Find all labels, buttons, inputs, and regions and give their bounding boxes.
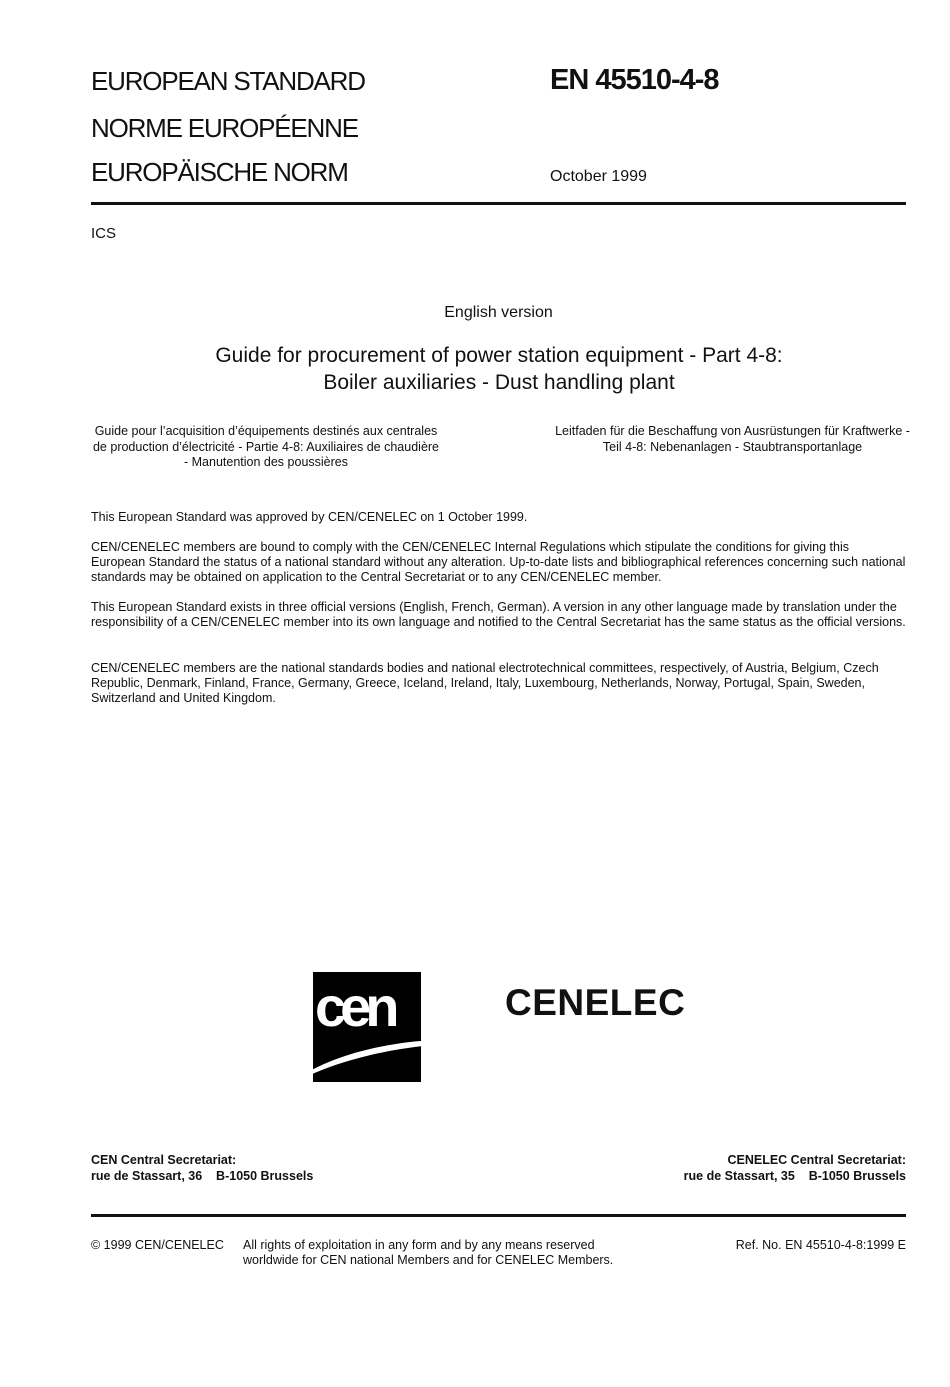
german-title: Leitfaden für die Beschaffung von Ausrüstungen für Kraftwerke - Teil 4-8: Nebenanlagen - Staubtransportanlage [555, 424, 910, 454]
reference-number: Ref. No. EN 45510-4-8:1999 E [735, 1238, 906, 1252]
document-number: EN 45510-4-8 [550, 64, 719, 96]
copyright-notice: © 1999 CEN/CENELEC [91, 1238, 224, 1252]
standard-title-french: NORME EUROPÉENNE [91, 113, 358, 143]
header-divider [91, 202, 906, 205]
approval-paragraph: This European Standard was approved by CEN/CENELEC on 1 October 1999. [91, 510, 528, 524]
compliance-paragraph: CEN/CENELEC members are bound to comply with the CEN/CENELEC Internal Regulations which stipulate the conditions for giving this European Standard the status of a national standard without any alteration. Up-to-date lists and bibliographical references concerning such national standards may be obtained on application to the Central Secretariat or to any CEN/CENELEC member. [91, 540, 906, 585]
cenelec-secretariat-address: rue de Stassart, 35 B-1050 Brussels [683, 1169, 906, 1183]
rights-statement: All rights of exploitation in any form and by any means reserved worldwide for CEN national Members and for CENELEC Members. [243, 1238, 614, 1268]
cen-secretariat-address: rue de Stassart, 36 B-1050 Brussels [91, 1169, 314, 1183]
french-title: Guide pour l’acquisition d’équipements destinés aux centrales de production d’électricité - Partie 4-8: Auxiliaires de chaudière - Manutention des poussières [92, 424, 440, 469]
main-title [140, 342, 858, 396]
cen-secretariat-title: CEN Central Secretariat: [91, 1153, 237, 1167]
standard-title-english: EUROPEAN STANDARD [91, 66, 365, 96]
footer-divider [91, 1214, 906, 1217]
versions-paragraph: This European Standard exists in three official versions (English, French, German). A version in any other language made by translation under the responsibility of a CEN/CENELEC member into its own language and notified to the Central Secretariat has the same status as the official versions. [91, 600, 906, 630]
main-title-line-1: Guide for procurement of power station equipment - Part 4-8: [215, 344, 783, 367]
members-paragraph: CEN/CENELEC members are the national standards bodies and national electrotechnical committees, respectively, of Austria, Belgium, Czech Republic, Denmark, Finland, France, Germany, Greece, Iceland, Ireland, Italy, Luxembourg, Netherlands, Norway, Portugal, Spain, Sweden, Switzerland and United Kingdom. [91, 661, 879, 706]
cenelec-secretariat-title: CENELEC Central Secretariat: [727, 1153, 906, 1167]
standard-title-german: EUROPÄISCHE NORM [91, 157, 348, 187]
publication-date: October 1999 [550, 168, 647, 185]
main-title-line-2: Boiler auxiliaries - Dust handling plant [323, 371, 675, 394]
cen-secretariat [91, 1152, 313, 1184]
version-label: English version [444, 304, 553, 321]
cen-logo-text: cen [315, 975, 394, 1038]
ics-label: ICS [91, 225, 117, 242]
cen-logo [298, 972, 436, 1082]
cenelec-wordmark: CENELEC [505, 982, 686, 1023]
cenelec-secretariat [684, 1152, 906, 1184]
